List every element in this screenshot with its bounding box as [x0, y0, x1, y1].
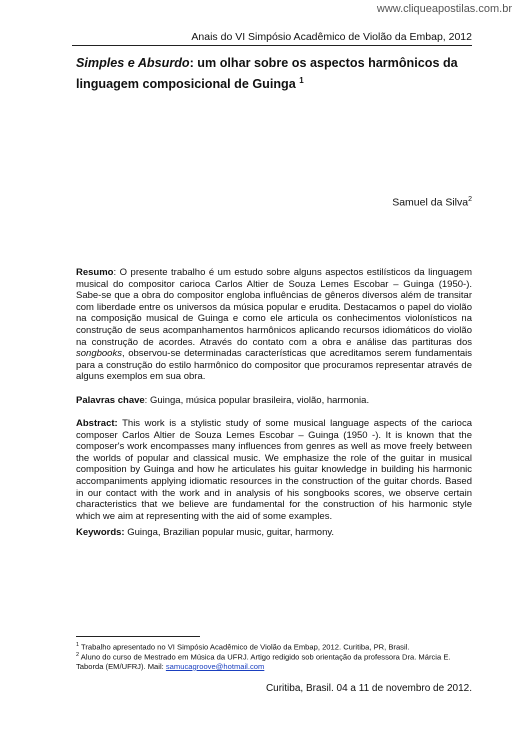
resumo-label: Resumo	[76, 267, 114, 278]
footnote-2	[76, 651, 472, 671]
footnote-2-num: 2	[76, 652, 80, 658]
title-note-ref: 1	[299, 76, 304, 85]
header-rule	[72, 45, 472, 46]
page-footer: Curitiba, Brasil. 04 a 11 de novembro de 2012.	[265, 683, 472, 694]
palavras-chave-text: : Guinga, música popular brasileira, violão, harmonia.	[144, 395, 370, 406]
abstract-label: Abstract:	[76, 418, 118, 429]
footnote-1-text: Trabalho apresentado no VI Simpósio Acadêmico de Violão da Embap, 2012. Curitiba, PR, Brasil.	[79, 642, 410, 652]
author-note-ref: 2	[468, 196, 472, 203]
running-header: Anais do VI Simpósio Acadêmico de Violão da Embap, 2012	[191, 31, 472, 43]
footnote-1-num: 1	[76, 642, 80, 648]
palavras-chave-label: Palavras chave	[76, 395, 145, 406]
author-name: Samuel da Silva	[392, 196, 469, 209]
title-rest: : um olhar sobre os aspectos harmônicos da linguagem composicional de Guinga	[76, 56, 458, 92]
resumo-text-2: , observou-se determinadas características que acreditamos serem fundamentais para a construção do estilo harmônico do compositor que procuramos representar através de alguns exemplos em sua obra.	[76, 348, 472, 383]
watermark: www.cliqueapostilas.com.br	[376, 3, 512, 15]
footnote-2-text: Aluno do curso de Mestrado em Música da UFRJ. Artigo redigido sob orientação da professora Dra. Márcia E. Taborda (EM/UFRJ). Mail:	[76, 652, 451, 671]
keywords-text: Guinga, Brazilian popular music, guitar, harmony.	[124, 527, 335, 538]
resumo-text-1: : O presente trabalho é um estudo sobre alguns aspectos estilísticos da linguagem musical do compositor carioca Carlos Altier de Souza Lemes Escobar – Guinga (1950-). Sabe-se que a obra do compositor engloba influências de gêneros diversos além de transitar com liberdade entre os universos da música popular e erudita. Destacamos o papel do violão na composição musical de Guinga e como ele articula os conhecimentos violonísticos na construção de seus acompanhamentos harmônicos aplicando recursos idiomáticos do violão na construção de acordes. Através do contato com a obra e análise das partituras dos	[76, 267, 472, 348]
title-italic: Simples e Absurdo	[76, 56, 190, 70]
abstract-paragraph	[76, 418, 472, 522]
resumo-paragraph	[76, 267, 472, 383]
resumo-italic: songbooks	[76, 348, 122, 360]
footnote-rule	[76, 636, 200, 637]
abstract-text: This work is a stylistic study of some musical language aspects of the carioca composer Carlos Altier de Souza Lemes Escobar – Guinga (1950 -). It is known that the composer's work encompasses many influences from genres as well as move freely between the worlds of popular and classical music. We emphasize the role of the guitar in musical composition by Guinga and how he articulates his guitar knowledge in building his harmonic accompaniments applying idiomatic resources in the construction of the guitar chords. Based in our contact with the work and in analysis of his songbooks scores, we observe certain characteristics that we believe are fundamental for the construction of his harmonic style which we aim at representing with the aid of some examples.	[76, 418, 472, 522]
email-link[interactable]: samucagroove@hotmail.com	[165, 661, 265, 671]
author	[392, 196, 472, 209]
palavras-chave-paragraph	[76, 395, 472, 407]
keywords-paragraph	[76, 527, 472, 539]
paper-title	[76, 54, 472, 93]
keywords-label: Keywords:	[76, 527, 125, 538]
